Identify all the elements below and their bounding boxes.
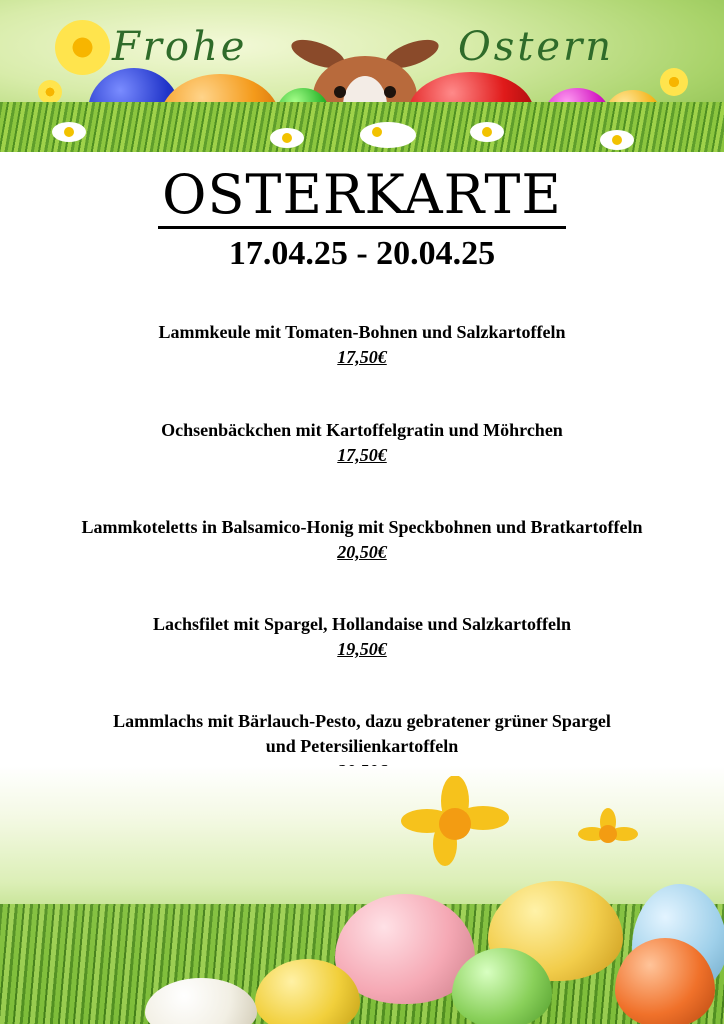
- menu-item-name: Ochsenbäckchen mit Kartoffelgratin und Möhrchen: [161, 420, 563, 440]
- daisy-icon: [270, 128, 304, 148]
- daffodil-icon: [578, 808, 638, 856]
- yellow-flower-icon: [660, 68, 688, 96]
- top-easter-banner: [0, 0, 724, 152]
- menu-item: [20, 320, 704, 370]
- menu-item-name: Lammkeule mit Tomaten-Bohnen und Salzkartoffeln: [158, 322, 566, 342]
- yellow-flower-icon: [55, 20, 110, 75]
- menu-item-name: Lachsfilet mit Spargel, Hollandaise und Salzkartoffeln: [152, 614, 572, 634]
- menu-item-price: 17,50€: [337, 347, 387, 367]
- menu-item-price: 19,50€: [337, 639, 387, 659]
- menu-item: [20, 515, 704, 565]
- daffodil-icon: [395, 776, 515, 866]
- daisy-icon: [600, 130, 634, 150]
- menu-item: [20, 418, 704, 468]
- banner-title-left: Frohe: [112, 24, 248, 70]
- menu-item-name: Lammkoteletts in Balsamico-Honig mit Speckbohnen und Bratkartoffeln: [81, 517, 643, 537]
- menu-item-price: 17,50€: [337, 445, 387, 465]
- banner-title-right: Ostern: [458, 24, 614, 70]
- menu-item-name-line1: Lammlachs mit Bärlauch-Pesto, dazu gebratener grüner Spargel: [113, 711, 611, 731]
- page-title: OSTERKARTE: [0, 163, 724, 226]
- daisy-icon: [360, 122, 416, 148]
- menu-item-price: 20,50€: [337, 542, 387, 562]
- bottom-easter-image: [0, 766, 724, 1024]
- menu-item: [20, 612, 704, 662]
- menu-item-name-line2: und Petersilienkartoffeln: [265, 736, 459, 756]
- daisy-icon: [52, 122, 86, 142]
- date-range: 17.04.25 - 20.04.25: [228, 235, 496, 272]
- daisy-icon: [470, 122, 504, 142]
- yellow-flower-icon: [38, 80, 62, 104]
